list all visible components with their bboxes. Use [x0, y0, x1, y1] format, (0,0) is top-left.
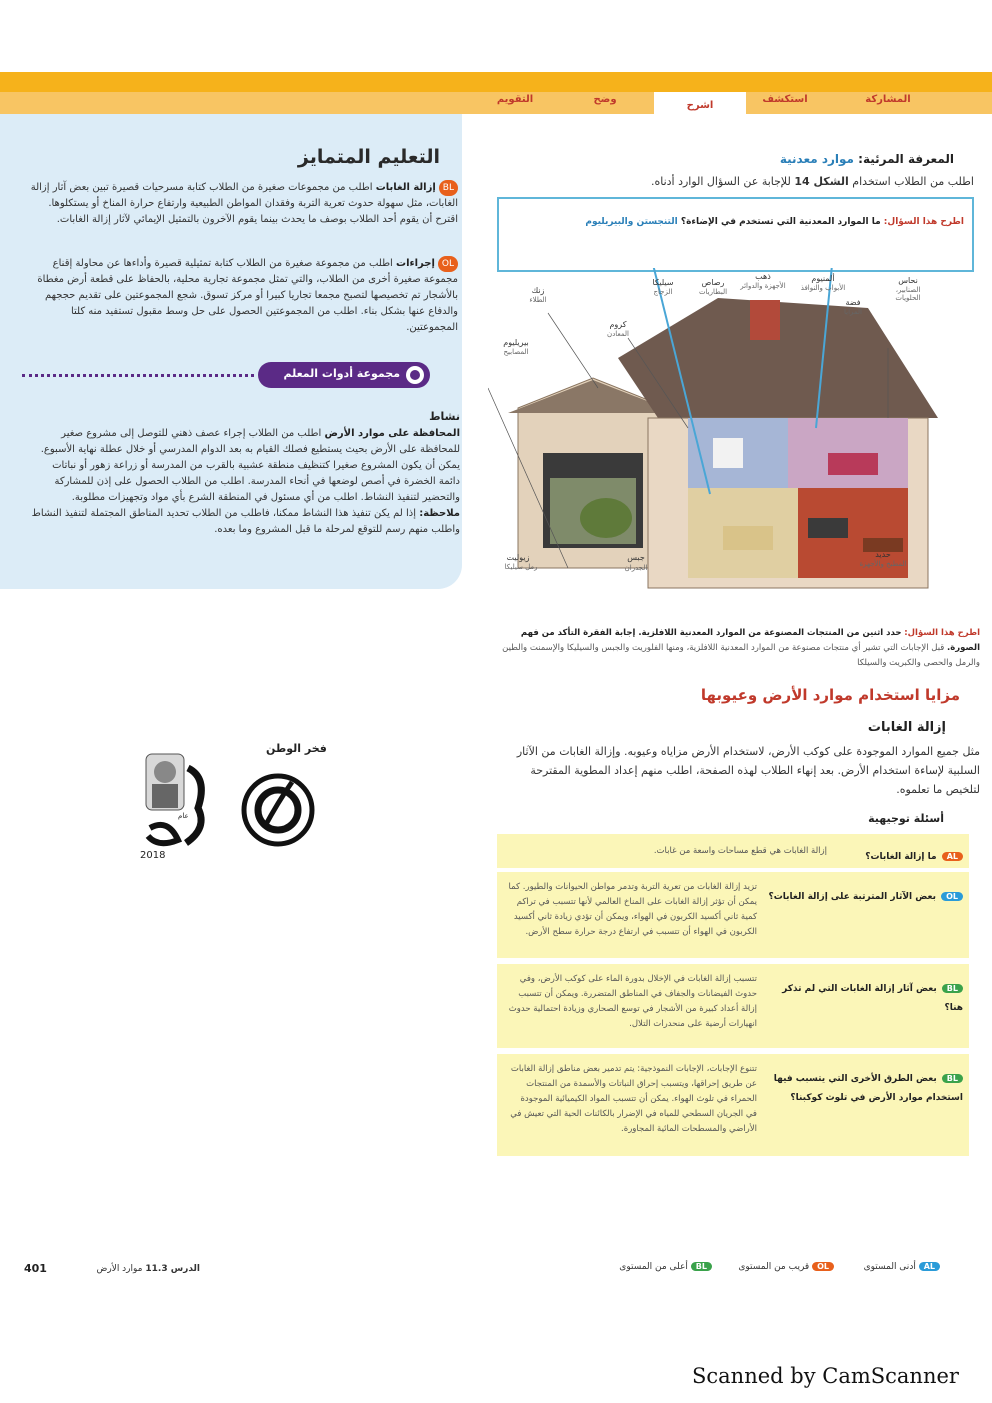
- zayed-year: 2018: [140, 850, 166, 861]
- label-silver-use: المرايا: [843, 308, 862, 316]
- p1-heading: إزالة الغابات: [375, 182, 436, 193]
- level-badge: BL: [942, 984, 963, 993]
- label-aluminum-use: الأبواب والنوافذ: [800, 284, 846, 292]
- level-badge: BL: [942, 1074, 963, 1083]
- panel-title: التعليم المتمايز: [297, 146, 440, 168]
- teacher-toolkit-banner: [258, 362, 430, 388]
- legend-badge: OL: [812, 1262, 834, 1271]
- activity-text: اطلب من الطلاب إجراء عصف ذهني للتوصل إلى مشروع صغير للمحافظة على الأرض بحيث يستطيع فصلك القيام به بعد الدوام المدرسي أو خلال عطلة نهاية الأسبوع. يمكن أن يكون المشروع صغيرا كتنظيف منطقة عشبية بالقرب من المدرسة أو زراعة زهور أو نباتات دائمة الخضرة في أصص لوضعها في أنحاء المدرسة. اطلب من الطلاب الحصول على إذن للمشاركة والتحضير لتنفيذ النشاط. اطلب من أي مسئول في المنطقة الشرع بأي مواد وتجهيزات مطلوبة.: [40, 428, 460, 503]
- question-text: بعض آثار إزالة الغابات التي لم تذكر هنا؟: [782, 984, 963, 1013]
- legend-text: قريب من المستوى: [738, 1262, 810, 1272]
- activity-paragraph: [28, 426, 460, 538]
- visual-title: موارد معدنية: [779, 152, 854, 166]
- question-text: بعض الآثار المترتبة على إزالة الغابات؟: [768, 892, 936, 902]
- scanner-watermark: Scanned by CamScanner: [692, 1364, 959, 1388]
- ask2-text: حدد اثنين من المنتجات المصنوعة من الموارد المعدنية اللافلزية. إجابة الفقرة التأكد من فهم الصورة.: [520, 628, 980, 653]
- p2-text: اطلب من مجموعة صغيرة من الطلاب كتابة تمثيلية قصيرة وأداءها عن محاولة إقناع مجموعة صغيرة أخرى من الطلاب، والتي تمثل مجموعة تجارية محلية، بالحفاظ على قطعة أرض مغطاة بالأشجار تم تخصيصها لتصبح مجمعا تجاريا كبيرا أو مركز تسوق. شجع المجموعتين على تقديم حججهم والدفاع عنها بشكل بناء. اطلب من المجموعتين الحصول على حل وسط مقبول تستفيد منه كلتا المجموعتين.: [37, 258, 458, 333]
- answer-text: تتسبب إزالة الغابات في الإخلال بدورة الماء على كوكب الأرض، وفي حدوث الفيضانات والجفاف في المناطق المتضررة. ويمكن أن تتسبب إزالة أعداد كبيرة من الأشجار في توسع الصحاري وزيادة احتمالية حدوث انهيارات أرضية على منحدرات التلال.: [508, 974, 757, 1029]
- label-lead-use: البطاريات: [698, 288, 728, 296]
- label-aluminum: ألمنيوم: [811, 274, 835, 283]
- activity-heading: المحافظة على موارد الأرض: [324, 428, 460, 439]
- label-zinc: زنك: [531, 286, 545, 295]
- label-silica-use: الزجاج: [653, 288, 673, 296]
- visual-instruction: [500, 175, 974, 188]
- legend-ol: [726, 1262, 834, 1272]
- fakhr-text: فخر الوطن: [266, 742, 327, 755]
- label-gypsum: جبس: [627, 553, 645, 562]
- lesson-title: موارد الأرض: [96, 1264, 143, 1274]
- label-chrome: كروم: [609, 320, 627, 329]
- question-3-block: [763, 976, 963, 1014]
- answer-text: إزالة الغابات هي قطع مساحات واسعة من غابات.: [653, 846, 827, 856]
- instruction-b: للإجابة عن السؤال الوارد أدناه.: [650, 175, 791, 188]
- label-gypsum-use: الجدران: [624, 564, 648, 572]
- p2-heading: إجراءات: [396, 258, 435, 269]
- label-gold-use: الأجهزة والدوائر: [740, 282, 786, 290]
- legend-text: أعلى من المستوى: [619, 1262, 688, 1272]
- instruction-a: اطلب من الطلاب استخدام: [852, 175, 974, 188]
- label-silica-sand: رمل سيليكا: [504, 563, 538, 571]
- question-text: بعض الطرق الأخرى التي يتسبب فيها استخدام موارد الأرض في تلوث كوكبنا؟: [773, 1074, 963, 1103]
- level-badge: BL: [439, 180, 458, 196]
- level-badge: OL: [438, 256, 458, 272]
- label-iron: حديد: [875, 550, 891, 559]
- note-text: إذا لم يكن تنفيذ هذا النشاط ممكنا، فاطلب من الطلاب تحديد المناطق المجتملة لتنفيذ النشاط واطلب منهم رسم للتوقع لمرحلة ما قبل المشروع وما بعده.: [31, 508, 460, 535]
- legend-badge: BL: [691, 1262, 712, 1271]
- section-title: مزايا استخدام موارد الأرض وعيوبها: [700, 686, 960, 704]
- tab-engage[interactable]: المشاركة: [865, 94, 911, 105]
- paragraph-procedures: [28, 256, 458, 336]
- note-heading: ملاحظة:: [419, 508, 460, 519]
- section-paragraph: مثل جميع الموارد الموجودة على كوكب الأرض، لاستخدام الأرض مزاياه وعيوبه. وإزالة الغابات من الآثار السلبية لإساءة استخدام الأرض. بعد إنهاء الطلاب لهذه الصفحة، اطلب منهم إعداد المطوية المقترحة لتلخيص ما تعلموه.: [516, 745, 980, 796]
- label-gold: ذهب: [755, 272, 771, 281]
- question-1: [835, 844, 963, 863]
- instruction-figure: الشكل 14: [794, 175, 849, 188]
- question-text: ما إزالة الغابات؟: [865, 852, 937, 862]
- label-iron-use: المطبخ والأجهزة: [859, 560, 907, 568]
- visual-literacy-heading: [500, 152, 954, 166]
- toolkit-label: مجموعة أدوات المعلم: [283, 367, 400, 380]
- label-silica: سيليكا: [652, 278, 674, 287]
- ask-answer: التنجستن والبيريليوم: [585, 217, 678, 227]
- p1-text: اطلب من مجموعات صغيرة من الطلاب كتابة مسرحيات قصيرة تبين بعض آثار إزالة الغابات، مثل سهولة حدوث تعرية التربة وفقدان المواطن الطبيعية وارتفاع حرارة المناخ أو يستكلوها. اقترح أن يقوم أحد الطلاب بوصف ما يحدث بينما يقوم الآخرون بالتمثيل الإيمائي لآثار إزالة الغابات.: [30, 182, 458, 225]
- label-copper-use: الصنابير، الحلويات: [895, 286, 921, 302]
- zayed-small: عام: [178, 812, 189, 820]
- question-line: [585, 217, 964, 227]
- tab-explain[interactable]: اشرح: [686, 100, 714, 111]
- label-beryllium: بيريليوم: [503, 338, 529, 347]
- tab-explore[interactable]: استكشف: [762, 94, 808, 105]
- guiding-questions-title: أسئلة توجيهية: [868, 812, 944, 825]
- question-box-3: [497, 964, 969, 1048]
- label-silver: فضة: [845, 298, 861, 307]
- house-figure: [488, 268, 978, 608]
- level-badge: OL: [941, 892, 963, 901]
- legend-bl: [600, 1262, 712, 1272]
- visual-label: المعرفة المرئية:: [858, 152, 954, 166]
- ask-question: ما الموارد المعدنية التي تستخدم في الإضاءة؟: [680, 217, 881, 227]
- page-number: 401: [24, 1262, 47, 1275]
- lesson-number: الدرس 11.3: [145, 1264, 200, 1274]
- level-badge: AL: [942, 852, 963, 861]
- question-box: [497, 197, 974, 272]
- activity-label: نشاط: [429, 410, 460, 423]
- legend-al: [850, 1262, 940, 1272]
- label-chrome-use: المعادن: [607, 330, 629, 338]
- header-bar: [0, 72, 992, 92]
- legend-badge: AL: [919, 1262, 940, 1271]
- ask-label: اطرح هذا السؤال:: [883, 217, 964, 227]
- label-lead: رصاص: [701, 278, 725, 287]
- fakhr-alwatan-logo: [222, 742, 332, 860]
- ask2-label: اطرح هذا السؤال:: [904, 628, 980, 638]
- question-box-2: [497, 872, 969, 958]
- question-2-block: [763, 884, 963, 903]
- question-box-1: [497, 834, 969, 868]
- paragraph-deforestation: [28, 180, 458, 228]
- subsection-title: إزالة الغابات: [867, 720, 946, 735]
- label-beryllium-use: المصابيح: [503, 348, 529, 356]
- label-copper: نحاس: [898, 276, 918, 285]
- answer-text: تزيد إزالة الغابات من تعرية التربة وتدمر مواطن الحيوانات والطيور. كما يمكن أن تؤثر إزالة الغابات على المناخ العالمي لأنها تتسبب في تراكم كمية ثاني أكسيد الكربون في الهواء، ويمكن أن تؤدي زيادة ثاني أكسيد الكربون في الهواء أن تتسبب في ارتفاع درجة حرارة سطح الأرض.: [508, 882, 757, 937]
- question-box-4: [497, 1054, 969, 1156]
- question-2: [502, 626, 980, 671]
- dotted-divider: [22, 374, 254, 377]
- zayed-year-logo: [138, 748, 218, 866]
- legend-text: أدنى المستوى: [863, 1262, 916, 1272]
- ask2-answer: قبل الإجابات التي تشير أي منتجات مصنوعة من الموارد المعدنية اللافلزية، ومنها الفلوريت والجبس والسيليكا والإسمنت والطين والرمل والحصى والكبريت والسيلكا: [502, 643, 980, 668]
- question-4-block: [753, 1066, 963, 1104]
- label-zeolite: زيوليت: [506, 553, 530, 562]
- tab-evaluate[interactable]: التقويم: [496, 94, 534, 105]
- answer-text: تتنوع الإجابات، الإجابات النموذجية: يتم تدمير بعض مناطق إزالة الغابات عن طريق إحراقها، ويتسبب إحراق النباتات والأسمدة من المنتجات الحمراء في تلوث الهواء. يمكن أن تتسبب المواد الكيميائية الموجودة في الجريان السطحي للمياه في الإضرار بالكائنات الحية التي تعيش في الأراضي والمسطحات المائية المجاورة.: [510, 1064, 757, 1134]
- label-zinc-use: الطلاء: [529, 296, 547, 304]
- lesson-reference: [70, 1264, 200, 1274]
- tab-elaborate[interactable]: وضح: [593, 94, 617, 105]
- toolkit-icon: [406, 366, 424, 384]
